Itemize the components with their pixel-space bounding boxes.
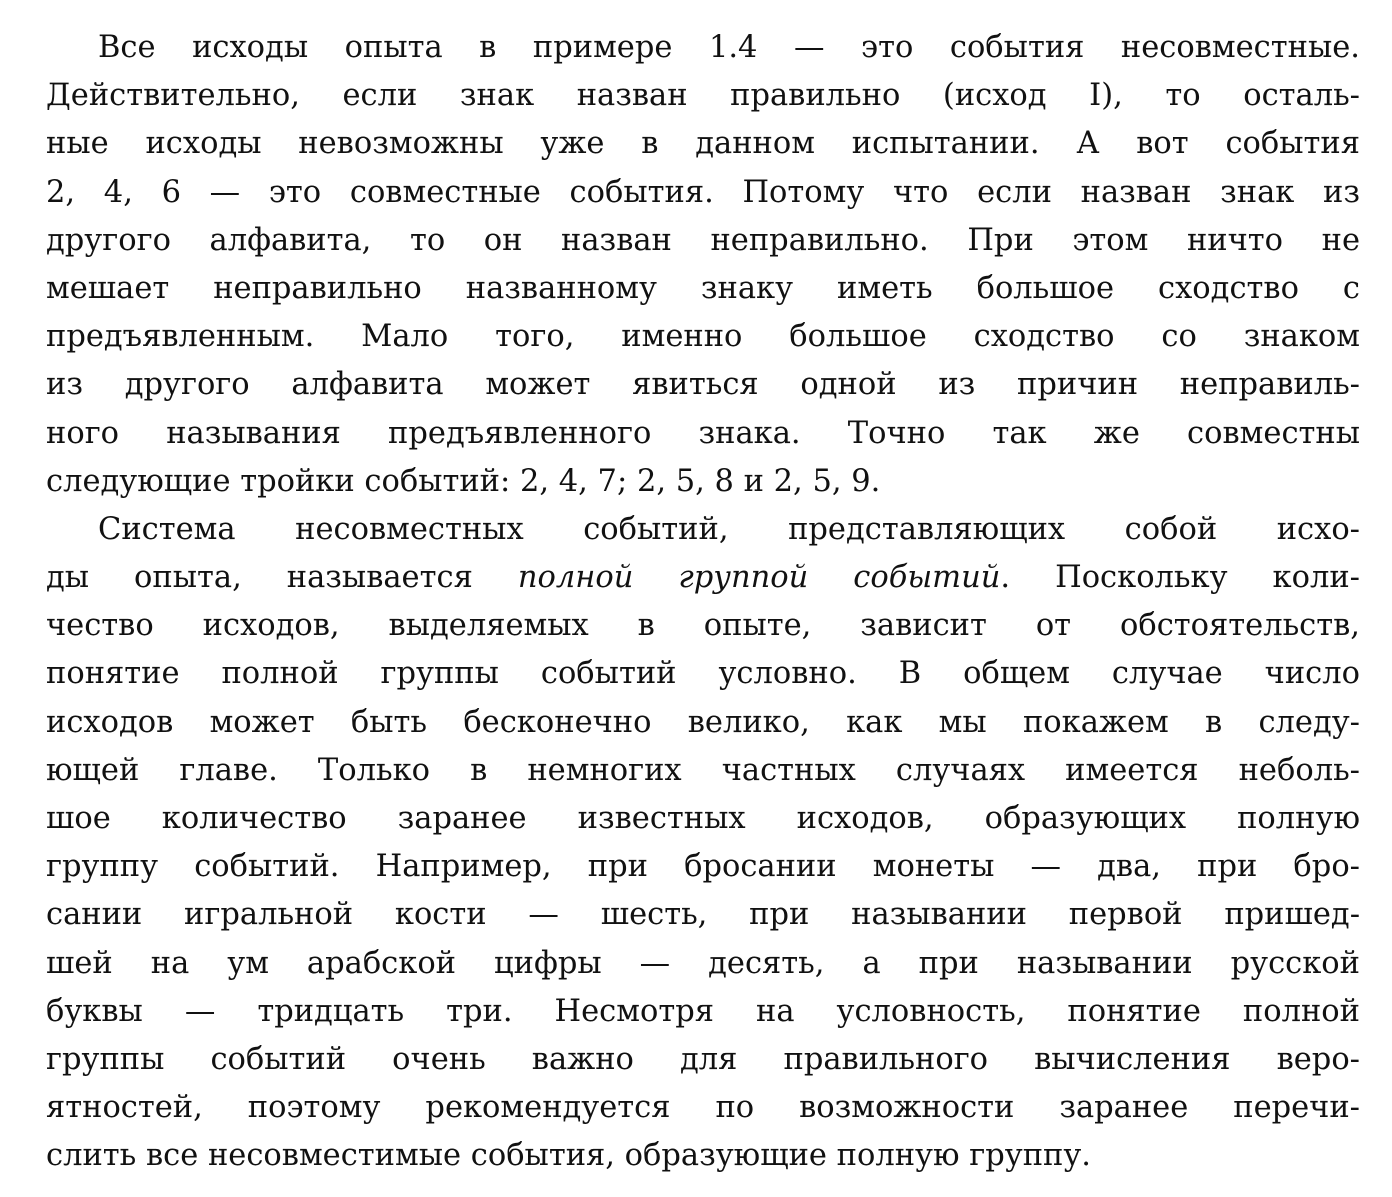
text-line: из другого алфавита может явиться одной из причин неправиль- <box>46 367 1360 403</box>
paragraph-1 <box>46 24 1360 506</box>
text-line-with-emphasis <box>46 554 1360 602</box>
text-line: другого алфавита, то он назван неправильно. При этом ничто не <box>46 222 1360 258</box>
text-line: шое количество заранее известных исходов, образующих полную <box>46 801 1360 836</box>
line-segment: ды опыта, называется <box>46 560 518 596</box>
text-line: ного называния предъявленного знака. Точно так же совместны <box>46 415 1360 451</box>
line-segment: . Поскольку коли- <box>1000 560 1360 596</box>
text-line: шей на ум арабской цифры — десять, а при назывании русской <box>46 945 1360 981</box>
text-line: 2, 4, 6 — это совместные события. Потому что если назван знак из <box>46 174 1360 210</box>
text-line: группы событий очень важно для правильного вычисления веро- <box>46 1041 1360 1077</box>
text-line: чество исходов, выделяемых в опыте, зависит от обстоятельств, <box>46 608 1360 644</box>
text-line: ятностей, поэтому рекомендуется по возможности заранее перечи- <box>46 1090 1360 1126</box>
text-line: группу событий. Например, при бросании монеты — два, при бро- <box>46 849 1360 885</box>
text-line: буквы — тридцать три. Несмотря на условность, понятие полной <box>46 993 1360 1029</box>
text-line: Все исходы опыта в примере 1.4 — это события несовместные. <box>98 30 1360 65</box>
paragraph-2 <box>46 506 1360 1181</box>
text-line: следующие тройки событий: 2, 4, 7; 2, 5, 8 и 2, 5, 9. <box>46 463 881 499</box>
text-line: исходов может быть бесконечно велико, как мы покажем в следу- <box>46 704 1360 740</box>
text-line: слить все несовместимые события, образующие полную группу. <box>46 1138 1091 1174</box>
text-line: Действительно, если знак назван правильно (исход I), то осталь- <box>46 78 1360 114</box>
text-page <box>46 24 1360 1181</box>
text-line: ные исходы невозможны уже в данном испытании. А вот события <box>46 126 1360 162</box>
text-line: Система несовместных событий, представляющих собой исхо- <box>98 511 1360 547</box>
emphasized-term: полной группой событий <box>517 560 1001 596</box>
text-line: понятие полной группы событий условно. В общем случае число <box>46 656 1360 692</box>
text-line: мешает неправильно названному знаку иметь большое сходство с <box>46 270 1360 306</box>
text-line: ющей главе. Только в немногих частных случаях имеется неболь- <box>46 752 1360 788</box>
text-line: предъявленным. Мало того, именно большое сходство со знаком <box>46 319 1360 355</box>
text-line: сании игральной кости — шесть, при назывании первой пришед- <box>46 897 1360 933</box>
